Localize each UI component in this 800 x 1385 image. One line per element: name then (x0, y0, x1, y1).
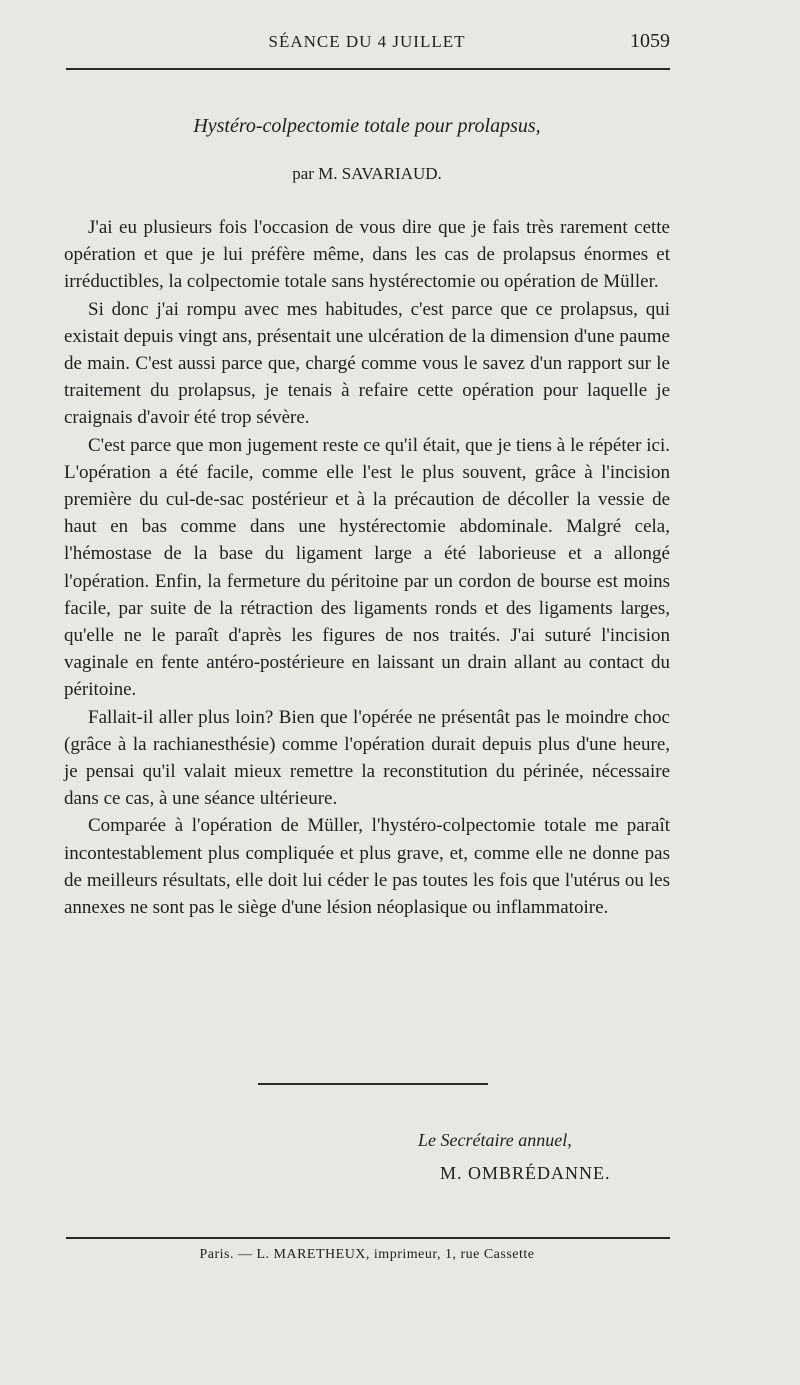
paragraph: Comparée à l'opération de Müller, l'hystéro-colpectomie totale me paraît incontestablement plus compliquée et plus grave, et, comme elle ne donne pas de meilleurs résultats, elle doit lui céder le pas toutes les fois que l'utérus ou les annexes ne sont pas le siège d'une lésion néoplasique ou inflammatoire. (64, 815, 670, 919)
paragraph: J'ai eu plusieurs fois l'occasion de vous dire que je fais très rarement cette opération et que je lui préfère même, dans les cas de prolapsus énormes et irréductibles, la colpectomie totale sans hystérectomie ou opération de Müller. (64, 217, 670, 293)
section-end-rule (258, 1083, 488, 1085)
printer-imprint: Paris. — L. MARETHEUX, imprimeur, 1, rue Cassette (199, 1247, 535, 1262)
paragraph: Fallait-il aller plus loin? Bien que l'opérée ne présentât pas le moindre choc (grâce à la rachianesthésie) comme l'opération durait depuis plus d'une heure, je pensai qu'il valait mieux remettre la reconstitution du périnée, nécessaire dans ce cas, à une séance ultérieure. (64, 706, 670, 810)
article-title: Hystéro-colpectomie totale pour prolapsus, (193, 115, 541, 137)
article-body (64, 214, 670, 921)
signature-block (400, 1125, 670, 1191)
signature-name: M. OMBRÉDANNE. (440, 1163, 611, 1183)
paragraph: C'est parce que mon jugement reste ce qu'il était, que je tiens à le répéter ici. L'opération a été facile, comme elle l'est le plus souvent, grâce à l'incision première du cul-de-sac postérieur et à la précaution de décoller la vessie de haut en bas comme dans une hystérectomie abdominale. Malgré cela, l'hémostase de la base du ligament large a été laborieuse et a allongé l'opération. Enfin, la fermeture du péritoine par un cordon de bourse est moins facile, par suite de la rétraction des ligaments ronds et des ligaments larges, qu'elle ne le paraît d'après les figures de nos traités. J'ai suturé l'incision vaginale en fente antéro-postérieure en laissant un drain allant au contact du péritoine. (64, 434, 670, 701)
page-number: 1059 (630, 30, 670, 52)
footer-rule (66, 1237, 670, 1239)
paragraph: Si donc j'ai rompu avec mes habitudes, c'est parce que ce prolapsus, qui existait depuis vingt ans, présentait une ulcération de la dimension d'une paume de main. C'est aussi parce que, chargé comme vous le savez d'un rapport sur le traitement du prolapsus, je tenais à refaire cette opération pour laquelle je craignais d'avoir été trop sévère. (64, 298, 670, 429)
running-head (64, 30, 670, 54)
article-byline: par M. SAVARIAUD. (292, 164, 442, 183)
signature-role: Le Secrétaire annuel, (418, 1130, 572, 1150)
running-head-title: SÉANCE DU 4 JUILLET (268, 32, 466, 51)
header-rule (66, 68, 670, 70)
